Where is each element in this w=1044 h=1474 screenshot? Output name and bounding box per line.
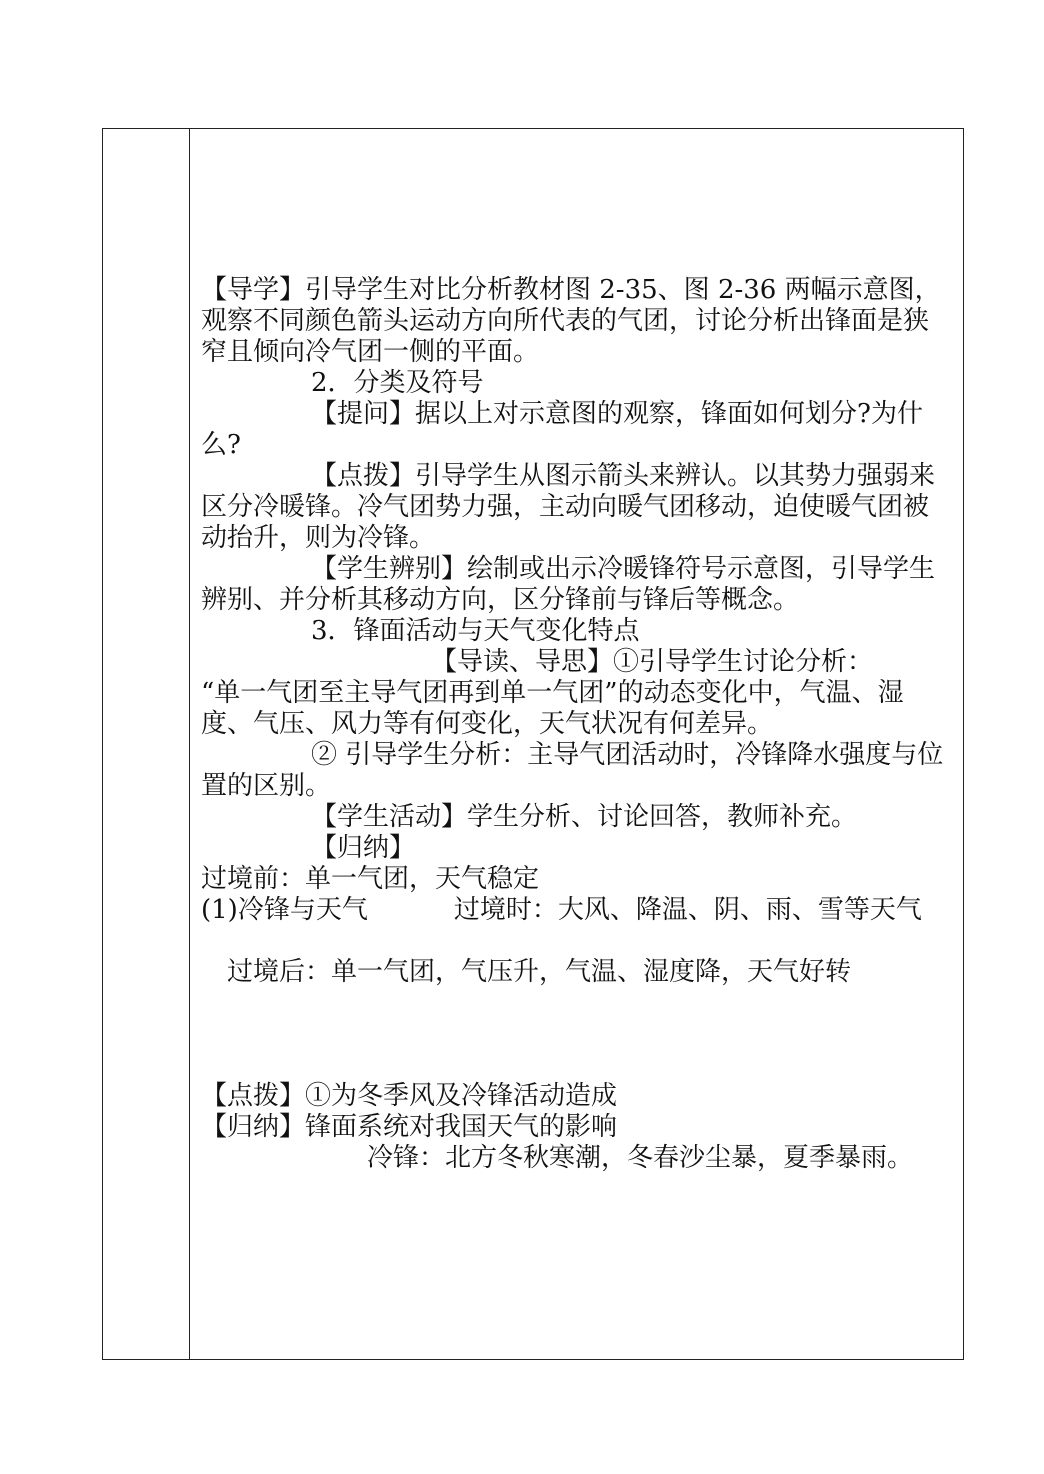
summary-label: 【归纳】 [311, 833, 416, 863]
before-passage-line: 过境前：单一气团，天气稳定 [201, 864, 540, 894]
spacer [368, 895, 454, 926]
question-paragraph: 【提问】据以上对示意图的观察，锋面如何划分?为什么? [201, 399, 923, 460]
hint-winter-monsoon-line: 【点拨】①为冬季风及冷锋活动造成 [201, 1081, 618, 1111]
section-heading-classification: 2．分类及符号 [311, 368, 484, 398]
blank-line [201, 926, 946, 957]
student-identify-paragraph: 【学生辨别】绘制或出示冷暖锋符号示意图，引导学生辨别、并分析其移动方向，区分锋前与锋后等概念。 [201, 554, 936, 615]
after-passage-line: 过境后：单一气团，气压升，气温、湿度降，天气好转 [227, 957, 852, 987]
analysis-paragraph: ② 引导学生分析：主导气团活动时，冷锋降水强度与位置的区别。 [201, 740, 944, 801]
section-heading-front-activity: 3．锋面活动与天气变化特点 [311, 616, 640, 646]
lesson-plan-table [102, 128, 964, 1360]
content-cell [201, 275, 946, 1174]
guided-study-paragraph: 【导学】引导学生对比分析教材图 2-35、图 2-36 两幅示意图，观察不同颜色箭头运动方向所代表的气团，讨论分析出锋面是狭窄且倾向冷气团一侧的平面。 [201, 275, 941, 367]
hint-paragraph: 【点拨】引导学生从图示箭头来辨认。以其势力强弱来区分冷暖锋。冷气团势力强，主动向暖气团移动，迫使暖气团被动抬升，则为冷锋。 [201, 461, 936, 553]
student-activity-line: 【学生活动】学生分析、讨论回答，教师补充。 [311, 802, 858, 832]
cold-front-impact-line: 冷锋：北方冬秋寒潮，冬春沙尘暴，夏季暴雨。 [367, 1143, 914, 1173]
blank-space [201, 988, 946, 1081]
cold-front-weather-row [201, 895, 946, 926]
during-passage-text: 过境时：大风、降温、阴、雨、雪等天气 [453, 895, 922, 925]
summary-front-system-line: 【归纳】锋面系统对我国天气的影响 [201, 1112, 618, 1142]
guided-reading-line: 【导读、导思】①引导学生讨论分析： [431, 647, 874, 677]
cold-front-label: (1)冷锋与天气 [201, 895, 368, 925]
left-column-cell [103, 129, 190, 1359]
air-mass-change-paragraph: “单一气团至主导气团再到单一气团”的动态变化中，气温、湿度、气压、风力等有何变化，天气状况有何差异。 [201, 678, 904, 739]
